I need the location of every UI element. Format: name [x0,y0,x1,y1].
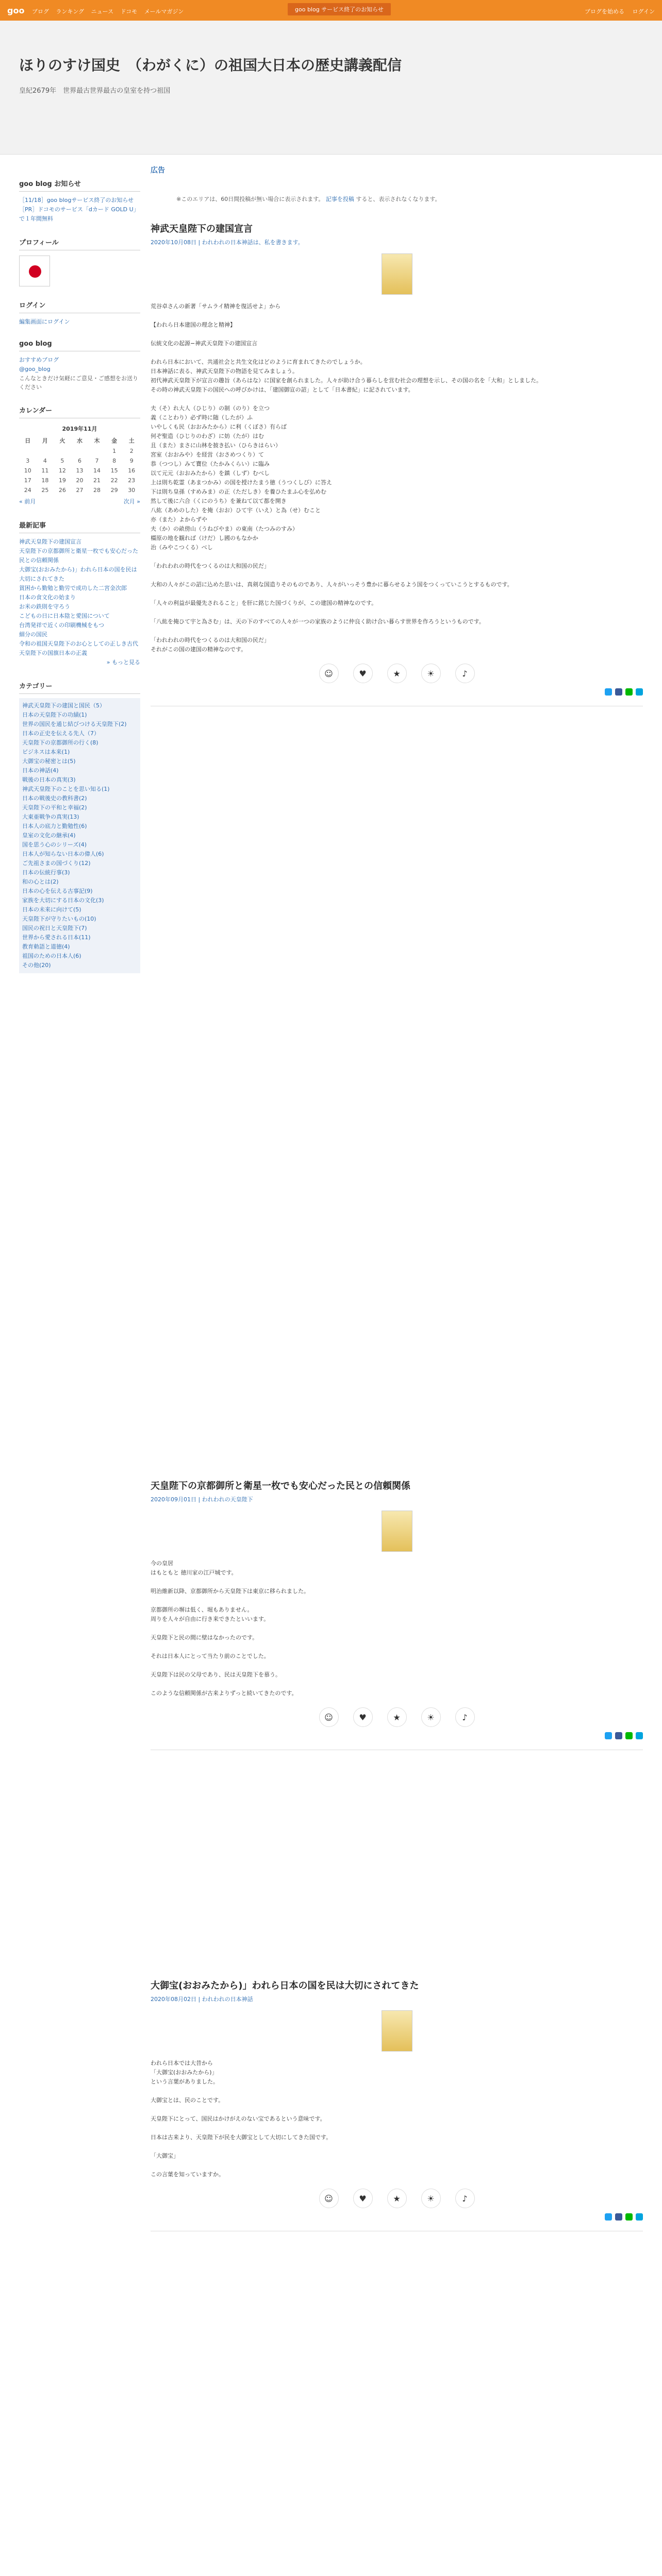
post-article-link[interactable]: 記事を投稿 [325,196,354,202]
calendar-day: 1 [112,448,117,454]
calendar-day: 25 [41,487,49,494]
article-image[interactable] [382,2010,412,2052]
flag-red-circle [29,265,41,278]
share-row [151,2213,643,2221]
ad-notice-text: ※このエリアは、60日間投稿が無い場合に表示されます。 [176,196,324,202]
category-item[interactable]: 祖国のための日本人(6) [22,953,81,959]
reaction-icon[interactable]: ☺ [319,1707,339,1727]
category-item[interactable]: 天皇陛下の平和と幸福(2) [22,804,87,811]
category-item[interactable]: 世界から愛される日本(11) [22,934,91,941]
weekday: 木 [94,437,100,444]
category-item[interactable]: 日本の戦後史の教科書(2) [22,795,87,802]
start-blog-link[interactable]: ブログを始める [585,8,625,15]
calendar-day: 28 [93,487,101,494]
calendar-prev[interactable]: « 前月 [19,498,36,505]
calendar-day: 3 [26,457,30,464]
category-item[interactable]: 日本の伝統行事(3) [22,869,70,876]
reaction-icon[interactable]: ♥ [353,2189,373,2208]
article-meta[interactable]: 2020年10月08日 | われわれの日本神話は、私を書きます。 [151,239,304,246]
category-item[interactable]: 日本の神話(4) [22,767,59,774]
article [151,1479,643,1750]
recent-item[interactable]: 細分の国民 [19,631,47,638]
main-column [151,165,643,2204]
calendar-day: 15 [110,467,118,474]
ad-notice-text-2: すると、表示されなくなります。 [356,196,441,202]
calendar-day: 23 [128,477,136,484]
profile-flag-image[interactable] [19,256,50,286]
top-link[interactable]: ニュース [91,8,114,15]
calendar-day: 11 [41,467,49,474]
calendar-week [19,456,140,466]
calendar-day: 30 [128,487,136,494]
calendar-day: 10 [24,467,31,474]
calendar-day: 16 [128,467,136,474]
goo-logo[interactable]: goo [7,6,25,15]
calendar-day: 17 [24,477,31,484]
calendar-day: 7 [95,457,99,464]
calendar-day [54,446,71,456]
category-item[interactable]: 日本の未来に向けて(5) [22,906,81,913]
reaction-icon[interactable]: ♪ [455,2189,475,2208]
twitter-share-icon[interactable] [605,1732,612,1739]
calendar-day: 21 [93,477,101,484]
article-body: われら日本では大昔から 「大御宝(おおみたから)」 という言葉がありました。 大御宝とは、民のことです。 天皇陛下にとって、国民はかけがえのない宝であるという意味です。 日本は古来より、天皇陛下が民を大御宝として大切にしてきた国です。 「大御宝」 この言葉を知っていますか。 [151,2060,332,2178]
category-item[interactable]: 日本人の底力と勤勉性(6) [22,823,87,829]
login-link[interactable]: ログイン [632,8,655,15]
recent-item[interactable]: お米の鉄則を守ろう [19,603,70,610]
edit-login-link[interactable]: 編集画面にログイン [19,318,70,325]
article-meta[interactable]: 2020年08月02日 | われわれの日本神話 [151,1996,253,2003]
twitter-share-icon[interactable] [605,688,612,696]
line-share-icon[interactable] [625,2213,633,2221]
calendar-day [19,446,37,456]
article-title[interactable]: 天皇陛下の京都御所と衛星一枚でも安心だった民との信頼関係 [151,1481,410,1492]
category-item[interactable]: 戦後の日本の真実(3) [22,776,76,783]
calendar-day: 2 [129,448,134,454]
line-share-icon[interactable] [625,1732,633,1739]
weekday: 土 [128,437,135,444]
weekday: 金 [111,437,118,444]
goo-blog-twitter-link[interactable]: @goo_blog [19,366,51,372]
recent-item[interactable]: 天皇陛下の京都御所と衛星一枚でも安心だった民との信頼関係 [19,548,138,564]
category-item[interactable]: 日本の正史を伝える先人（7） [22,730,100,737]
calendar-next[interactable]: 次月 » [123,498,140,505]
weekday: 水 [76,437,82,444]
reaction-icon[interactable]: ♪ [455,1707,475,1727]
recent-more-link[interactable]: » もっと見る [106,659,140,666]
category-item[interactable]: 教育勅語と道徳(4) [22,943,70,950]
article-meta[interactable]: 2020年09月01日 | われわれの天皇陛下 [151,1496,253,1503]
facebook-share-icon[interactable] [615,2213,622,2221]
reaction-icon[interactable]: ☺ [319,2189,339,2208]
calendar-day: 12 [58,467,66,474]
calendar [19,422,140,495]
weekday: 火 [59,437,65,444]
article [151,1978,643,2231]
feedback-text[interactable]: こんなときだけ気軽にご意見・ご感想をお送りください [19,375,138,391]
notice-item[interactable]: ［11/18］goo blogサービス終了のお知らせ [19,197,134,204]
service-end-notice[interactable]: goo blog サービス終了のお知らせ [288,3,391,15]
calendar-day [88,446,106,456]
recent-item[interactable]: こどもの日に日本陰と愛国について [19,613,110,619]
category-item[interactable]: 皇室の文化の継承(4) [22,832,76,839]
category-item[interactable]: 神武天皇陛下の建国と国民（5） [22,702,105,709]
category-item[interactable]: ビジネスは本来(1) [22,749,70,755]
top-link[interactable]: メールマガジン [144,8,184,15]
calendar-day: 8 [112,457,117,464]
ad-notice [151,185,643,212]
blog-header [0,21,662,155]
calendar-day: 5 [60,457,64,464]
notice-item[interactable]: ［PR］ドコモのサービス「dカード GOLD U」で１年間無料 [19,206,139,222]
weekday: 日 [25,437,31,444]
recent-item[interactable]: 天皇陛下の国旗日本の正義 [19,650,87,656]
hatena-share-icon[interactable] [636,688,643,696]
category-list [19,698,140,973]
reaction-icons [151,2189,643,2208]
hatena-share-icon[interactable] [636,1732,643,1739]
top-link[interactable]: ドコモ [120,8,138,15]
article-image[interactable] [382,1511,412,1552]
recent-item[interactable]: 日本の食文化の始まり [19,594,76,601]
profile-heading: プロフィール [19,234,140,250]
calendar-day: 9 [129,457,134,464]
calendar-day: 24 [24,487,31,494]
hatena-share-icon[interactable] [636,2213,643,2221]
category-item[interactable]: 大東亜戦争の真実(13) [22,814,79,820]
blog-title[interactable]: ほりのすけ国史 （わがくに）の祖国大日本の歴史講義配信 [19,57,402,74]
ad-label: 広告 [151,166,165,175]
category-item[interactable]: 国民の祝日と天皇陛下(7) [22,925,87,931]
top-link[interactable]: ブログ [32,8,49,15]
reaction-icon[interactable]: ☀ [421,2189,441,2208]
calendar-day: 26 [58,487,66,494]
category-item[interactable]: 和の心とは(2) [22,878,59,885]
category-heading: カテゴリー [19,677,140,694]
facebook-share-icon[interactable] [615,688,622,696]
top-links [32,7,189,15]
top-bar [0,0,662,21]
category-item[interactable]: ご先祖さまの国づくり(12) [22,860,91,867]
notice-heading: goo blog お知らせ [19,175,140,192]
reaction-icon[interactable]: ☺ [319,664,339,683]
calendar-day [71,446,89,456]
calendar-week [19,485,140,495]
calendar-day: 6 [77,457,81,464]
top-right-links [578,7,655,15]
calendar-day: 4 [43,457,47,464]
calendar-week [19,446,140,456]
category-item[interactable]: 天皇陛下が守りたいもの(10) [22,916,96,922]
recent-item[interactable]: 大御宝(おおみたから)」われら日本の国を民は大切にされてきた [19,566,137,582]
calendar-day: 29 [110,487,118,494]
twitter-share-icon[interactable] [605,2213,612,2221]
reaction-icons [151,664,643,683]
calendar-day: 27 [76,487,84,494]
category-item[interactable]: 家族を大切にする日本の文化(3) [22,897,104,904]
calendar-day: 18 [41,477,49,484]
facebook-share-icon[interactable] [615,1732,622,1739]
article-image[interactable] [382,253,412,295]
weekday: 月 [42,437,48,444]
recent-list [19,537,140,658]
reaction-icon[interactable]: ☀ [421,1707,441,1727]
category-item[interactable]: 天皇陛下の京都御所の行く(8) [22,739,98,746]
reaction-icon[interactable]: ♪ [455,664,475,683]
top-link[interactable]: ランキング [56,8,85,15]
calendar-week [19,476,140,485]
calendar-day: 14 [93,467,101,474]
article-body: 今の皇居 はもともと 徳川家の江戸城です。 明治維新以降、京都御所から天皇陛下は東京に移られました。 京都御所の塀は低く、堀もありません。 周りを人々が自由に行き来できたといいます。 天皇陛下と民の間に壁はなかったのです。 それは日本人にとって当たり前のことでした。 天皇陛下は民の父母であり、民は天皇陛下を慕う。 このような信頼関係が古来よりずっと続いてきたのです。 [151,1560,309,1697]
recent-item[interactable]: 台湾発祥で近くの印刷機械をもつ [19,622,104,629]
line-share-icon[interactable] [625,688,633,696]
category-item[interactable]: 日本人が知らない日本の偉人(6) [22,851,104,857]
recent-item[interactable]: 神武天皇陛下の建国宣言 [19,538,81,545]
reaction-icon[interactable]: ☀ [421,664,441,683]
calendar-day [37,446,54,456]
sidebar [19,165,140,973]
calendar-day: 22 [110,477,118,484]
goo-blog-heading: goo blog [19,337,140,351]
reaction-icon[interactable]: ♥ [353,1707,373,1727]
article-body: 荒谷卓さんの新著「サムライ精神を復活せよ」から 【われら日本建国の理念と精神】 伝統文化の起源−神武天皇陛下の建国宣言 われら日本において、共通社会と共生文化はどのように育まれてきたのでしょうか。 日本神話に表る、神武天皇陛下の物語を見てみましょう。 初代神武天皇陛下が宣言の趣旨（あらはな）に国家を創られました。人々が助け合う暮らしを営む社会の理想を示し、その国の名を「大和」としました。 その時の神武天皇陛下の国民への呼びかけは、「建国御宣の詔」として「日本書紀」に記されています。 夫（そ）れ大人（ひじり）の制（のり）を立つ 義（ことわり）必ず時に随（したが）ふ いやしくも民（おおみたから）に利（くぼさ）有らば 何ぞ聖造（ひじりのわざ）に妨（たが）はむ 且（また）まさに山林を披き払い（ひらきはらい） 宮室（おおみや）を経営（おさめつくり）て 恭（つつし）みて寶位（たかみくらい）に臨み 以て元元（おおみたから）を鎮（しず）むべし 上は則ち乾霊（あまつかみ）の国を授けたまう徳（うつくしび）に答え 下は則ち皇孫（すめみま）の正（ただしき）を養ひたまふ心を弘めむ 然して後に六合（くにのうち）を兼ねて以て都を開き 八紘（あめのした）を掩（おお）ひて宇（いえ）と為（せ）むこと 亦（また）よからずや 夫（か）の畝傍山（うねびやま）の東南（たつみのすみ） 橿原の地を観れば（けだ）し國のもなかか 治（みやこつくる）べし 「われわれの時代をつくるのは大和国の民だ」 大和の人々がこの詔に込めた思いは、真剣な国造りそのものであり、人々がいっそう豊かに暮らせるよう国をつくっていこうとするものです。 「人々の利益が最優先されること」を肝に銘じた国づくりが、この建国の精神なのです。 「八紘を掩ひて宇と為さむ」は、天の下のすべての人々が一つの家族のように仲良く助け合い暮らす世界を作ろうというものです。 「われわれの時代をつくるのは大和国の民だ」 それがこの国の建国の精神なのです。 [151,303,542,653]
article-title[interactable]: 神武天皇陛下の建国宣言 [151,224,253,234]
recent-item[interactable]: 令和の祖国天皇陛下のお心としての正しき古代 [19,640,138,647]
calendar-day: 19 [58,477,66,484]
article [151,222,643,706]
calendar-caption: 2019年11月 [62,426,97,432]
reaction-icon[interactable]: ★ [387,664,407,683]
reaction-icons [151,1707,643,1727]
calendar-heading: カレンダー [19,402,140,418]
share-row [151,688,643,696]
article-title[interactable]: 大御宝(おおみたから)」われら日本の国を民は大切にされてきた [151,1980,419,1991]
reaction-icon[interactable]: ★ [387,1707,407,1727]
category-item[interactable]: 世界の国民を通じ結びつける天皇陛下(2) [22,721,127,727]
recommended-blog-link[interactable]: おすすめブログ [19,357,59,363]
calendar-day: 13 [76,467,84,474]
category-item[interactable]: 日本の天皇陛下の功績(1) [22,711,87,718]
calendar-body [19,446,140,495]
category-item[interactable]: 神武天皇陛下のことを思い知る(1) [22,786,110,792]
recent-heading: 最新記事 [19,517,140,533]
category-item[interactable]: その他(20) [22,962,51,969]
share-row [151,1732,643,1739]
blog-description: 皇紀2679年 世界最古世界最古の皇室を持つ祖国 [19,87,171,95]
category-item[interactable]: 国を思う心のシリーズ(4) [22,841,87,848]
reaction-icon[interactable]: ★ [387,2189,407,2208]
category-item[interactable]: 日本の心を伝える古事記(9) [22,888,93,894]
reaction-icon[interactable]: ♥ [353,664,373,683]
calendar-day: 20 [76,477,84,484]
recent-item[interactable]: 貧困から勤勉と勤労で成功した二宮金次郎 [19,585,127,591]
calendar-week [19,466,140,476]
login-heading: ログイン [19,297,140,313]
category-item[interactable]: 大御宝の秘密とは(5) [22,758,76,765]
